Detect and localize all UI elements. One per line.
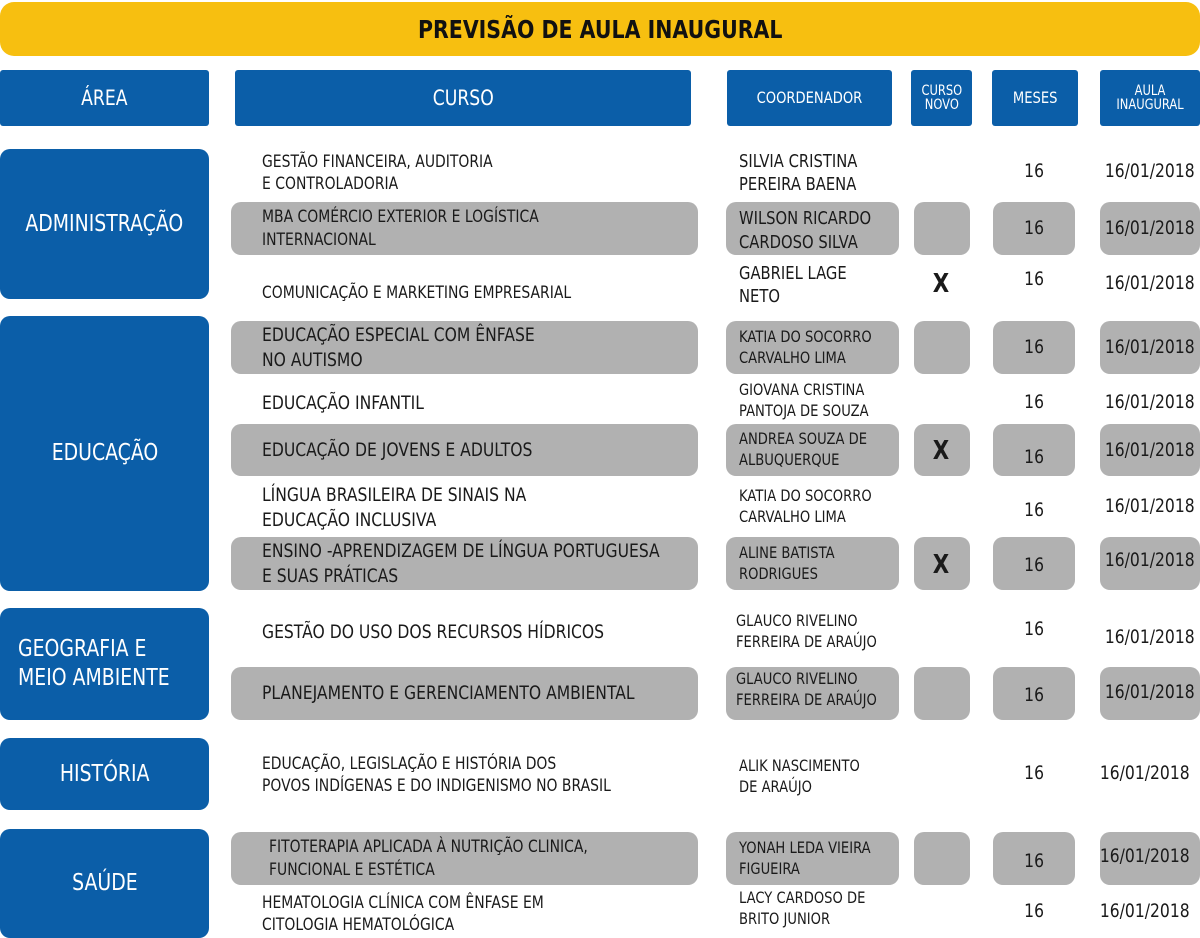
new-course-mark: X (933, 549, 950, 580)
coordinator-text: WILSON RICARDO CARDOSO SILVA (739, 208, 872, 253)
course-text: HEMATOLOGIA CLÍNICA COM ÊNFASE EM CITOLOGIA HEMATOLÓGICA (262, 892, 544, 935)
table-row-course (262, 146, 802, 200)
table-row-course (262, 424, 802, 476)
months-text: 16 (1024, 761, 1044, 784)
header-curso (235, 70, 691, 126)
page-title (0, 2, 1200, 56)
table-row-date (1095, 756, 1195, 790)
months-text: 16 (1024, 849, 1044, 872)
area-administracao (0, 149, 209, 299)
table-row-new-course (913, 424, 970, 480)
table-row-coordinator (736, 665, 936, 715)
table-row-date (1100, 490, 1200, 522)
months-text: 16 (1024, 336, 1044, 359)
table-row-months (993, 436, 1075, 478)
area-geografia (0, 608, 209, 720)
months-text: 16 (1024, 217, 1044, 240)
table-row-coordinator (739, 321, 939, 374)
area-historia-label: HISTÓRIA (59, 760, 150, 787)
table-row-course (262, 278, 802, 308)
header-aula-inaugural-label: AULA INAUGURAL (1116, 83, 1184, 113)
table-row-course (262, 537, 802, 590)
table-row-date (1100, 424, 1200, 476)
coordinator-text: KATIA DO SOCORRO CARVALHO LIMA (739, 326, 872, 367)
table-row-coordinator (739, 832, 939, 885)
table-row-date (1100, 667, 1200, 717)
table-row-course (262, 202, 802, 255)
months-text: 16 (1024, 553, 1044, 576)
table-row-coordinator (739, 146, 939, 200)
course-text: ENSINO -APRENDIZAGEM DE LÍNGUA PORTUGUESA E SUAS PRÁTICAS (262, 539, 660, 587)
course-text: LÍNGUA BRASILEIRA DE SINAIS NA EDUCAÇÃO INCLUSIVA (262, 484, 527, 531)
course-text: EDUCAÇÃO, LEGISLAÇÃO E HISTÓRIA DOS POVOS INDÍGENAS E DO INDIGENISMO NO BRASIL (262, 753, 611, 796)
months-text: 16 (1024, 159, 1044, 182)
coordinator-text: GABRIEL LAGE NETO (739, 262, 847, 307)
coordinator-text: KATIA DO SOCORRO CARVALHO LIMA (739, 486, 872, 526)
table-row-months (993, 612, 1075, 646)
area-historia (0, 738, 209, 810)
table-row-months (993, 262, 1075, 296)
table-row-date (1100, 202, 1200, 255)
table-row-date (1100, 321, 1200, 374)
header-coordenador-label: COORDENADOR (756, 88, 863, 107)
table-row-months (993, 547, 1075, 583)
table-row-months (993, 386, 1075, 418)
area-saude (0, 829, 209, 938)
table-row-new-course (913, 262, 970, 308)
table-row-new-course (913, 537, 970, 594)
area-saude-label: SAÚDE (71, 870, 138, 897)
table-row-months (993, 321, 1075, 374)
table-row-date (1100, 537, 1200, 583)
date-text: 16/01/2018 (1105, 438, 1195, 461)
table-row-months (993, 756, 1075, 790)
course-text: MBA COMÉRCIO EXTERIOR E LOGÍSTICA INTERNACIONAL (262, 207, 539, 250)
course-text: GESTÃO FINANCEIRA, AUDITORIA E CONTROLADORIA (262, 151, 493, 194)
area-administracao-label: ADMINISTRAÇÃO (25, 210, 184, 237)
table-row-date (1100, 620, 1200, 654)
course-text: EDUCAÇÃO ESPECIAL COM ÊNFASE NO AUTISMO (262, 323, 535, 371)
date-text: 16/01/2018 (1105, 625, 1195, 648)
date-text: 16/01/2018 (1105, 390, 1195, 413)
table-row-months (993, 494, 1075, 526)
table-row-coordinator (739, 258, 939, 312)
table-row-date (1095, 832, 1195, 880)
page-title-text: PREVISÃO DE AULA INAUGURAL (417, 14, 783, 44)
date-text: 16/01/2018 (1100, 844, 1190, 867)
header-curso-novo-label: CURSO NOVO (921, 83, 962, 113)
date-text: 16/01/2018 (1100, 761, 1190, 784)
coordinator-text: ALINE BATISTA RODRIGUES (739, 542, 835, 583)
area-educacao (0, 316, 209, 591)
months-text: 16 (1024, 899, 1044, 922)
header-curso-novo (911, 70, 972, 126)
table-row-coordinator (739, 753, 939, 801)
area-educacao-label: EDUCAÇÃO (51, 440, 158, 467)
table-row-date (1100, 146, 1200, 196)
table-row-course (262, 388, 802, 418)
header-area (0, 70, 209, 126)
table-row-date (1095, 896, 1195, 926)
coordinator-text: SILVIA CRISTINA PEREIRA BAENA (739, 150, 858, 195)
months-text: 16 (1024, 498, 1044, 521)
coordinator-text: GLAUCO RIVELINO FERREIRA DE ARAÚJO (736, 611, 877, 651)
date-text: 16/01/2018 (1105, 494, 1195, 517)
coordinator-text: GIOVANA CRISTINA PANTOJA DE SOUZA (739, 380, 869, 420)
table-row-coordinator (739, 886, 939, 932)
date-text: 16/01/2018 (1100, 899, 1190, 922)
course-text: EDUCAÇÃO DE JOVENS E ADULTOS (262, 438, 533, 461)
date-text: 16/01/2018 (1105, 680, 1195, 703)
table-row-course (262, 749, 802, 801)
new-course-mark: X (933, 436, 950, 467)
table-row-months (993, 202, 1075, 255)
course-text: FITOTERAPIA APLICADA À NUTRIÇÃO CLINICA, FUNCIONAL E ESTÉTICA (269, 837, 588, 880)
header-meses (992, 70, 1078, 126)
months-text: 16 (1024, 267, 1044, 290)
table-row-months (993, 840, 1075, 882)
area-geografia-label: GEOGRAFIA E MEIO AMBIENTE (18, 636, 170, 691)
date-text: 16/01/2018 (1105, 271, 1195, 294)
header-aula-inaugural (1100, 70, 1200, 126)
table-row-months (993, 146, 1075, 196)
table-row-coordinator (739, 482, 939, 532)
header-area-label: ÁREA (81, 85, 128, 110)
table-row-coordinator (739, 202, 939, 259)
months-text: 16 (1024, 617, 1044, 640)
table-row-course (269, 832, 809, 885)
table-row-course (262, 617, 802, 647)
date-text: 16/01/2018 (1105, 548, 1195, 571)
table-row-coordinator (736, 608, 936, 656)
table-row-course (262, 890, 802, 938)
coordinator-text: YONAH LEDA VIEIRA FIGUEIRA (739, 837, 871, 878)
coordinator-text: GLAUCO RIVELINO FERREIRA DE ARAÚJO (736, 669, 877, 709)
course-text: PLANEJAMENTO E GERENCIAMENTO AMBIENTAL (262, 682, 635, 705)
date-text: 16/01/2018 (1105, 217, 1195, 240)
date-text: 16/01/2018 (1105, 159, 1195, 182)
table-row-date (1100, 266, 1200, 300)
new-course-mark: X (933, 269, 950, 300)
course-text: EDUCAÇÃO INFANTIL (262, 391, 424, 414)
course-text: COMUNICAÇÃO E MARKETING EMPRESARIAL (262, 282, 572, 303)
table-row-coordinator (739, 537, 939, 590)
table-row-course (262, 481, 802, 535)
table-row-coordinator (739, 424, 939, 476)
coordinator-text: LACY CARDOSO DE BRITO JUNIOR (739, 888, 866, 928)
table-row-course (262, 667, 802, 720)
table-row-coordinator (739, 377, 939, 425)
coordinator-text: ALIK NASCIMENTO DE ARAÚJO (739, 756, 860, 796)
months-text: 16 (1024, 390, 1044, 413)
table-row-months (993, 896, 1075, 926)
table-row-course (262, 321, 802, 374)
date-text: 16/01/2018 (1105, 336, 1195, 359)
coordinator-text: ANDREA SOUZA DE ALBUQUERQUE (739, 429, 867, 469)
course-text: GESTÃO DO USO DOS RECURSOS HÍDRICOS (262, 620, 605, 643)
months-text: 16 (1024, 683, 1044, 706)
header-coordenador (727, 70, 892, 126)
months-text: 16 (1024, 445, 1044, 468)
header-curso-label: CURSO (432, 85, 494, 110)
header-meses-label: MESES (1012, 88, 1058, 107)
table-row-date (1100, 386, 1200, 418)
table-row-months (993, 670, 1075, 720)
